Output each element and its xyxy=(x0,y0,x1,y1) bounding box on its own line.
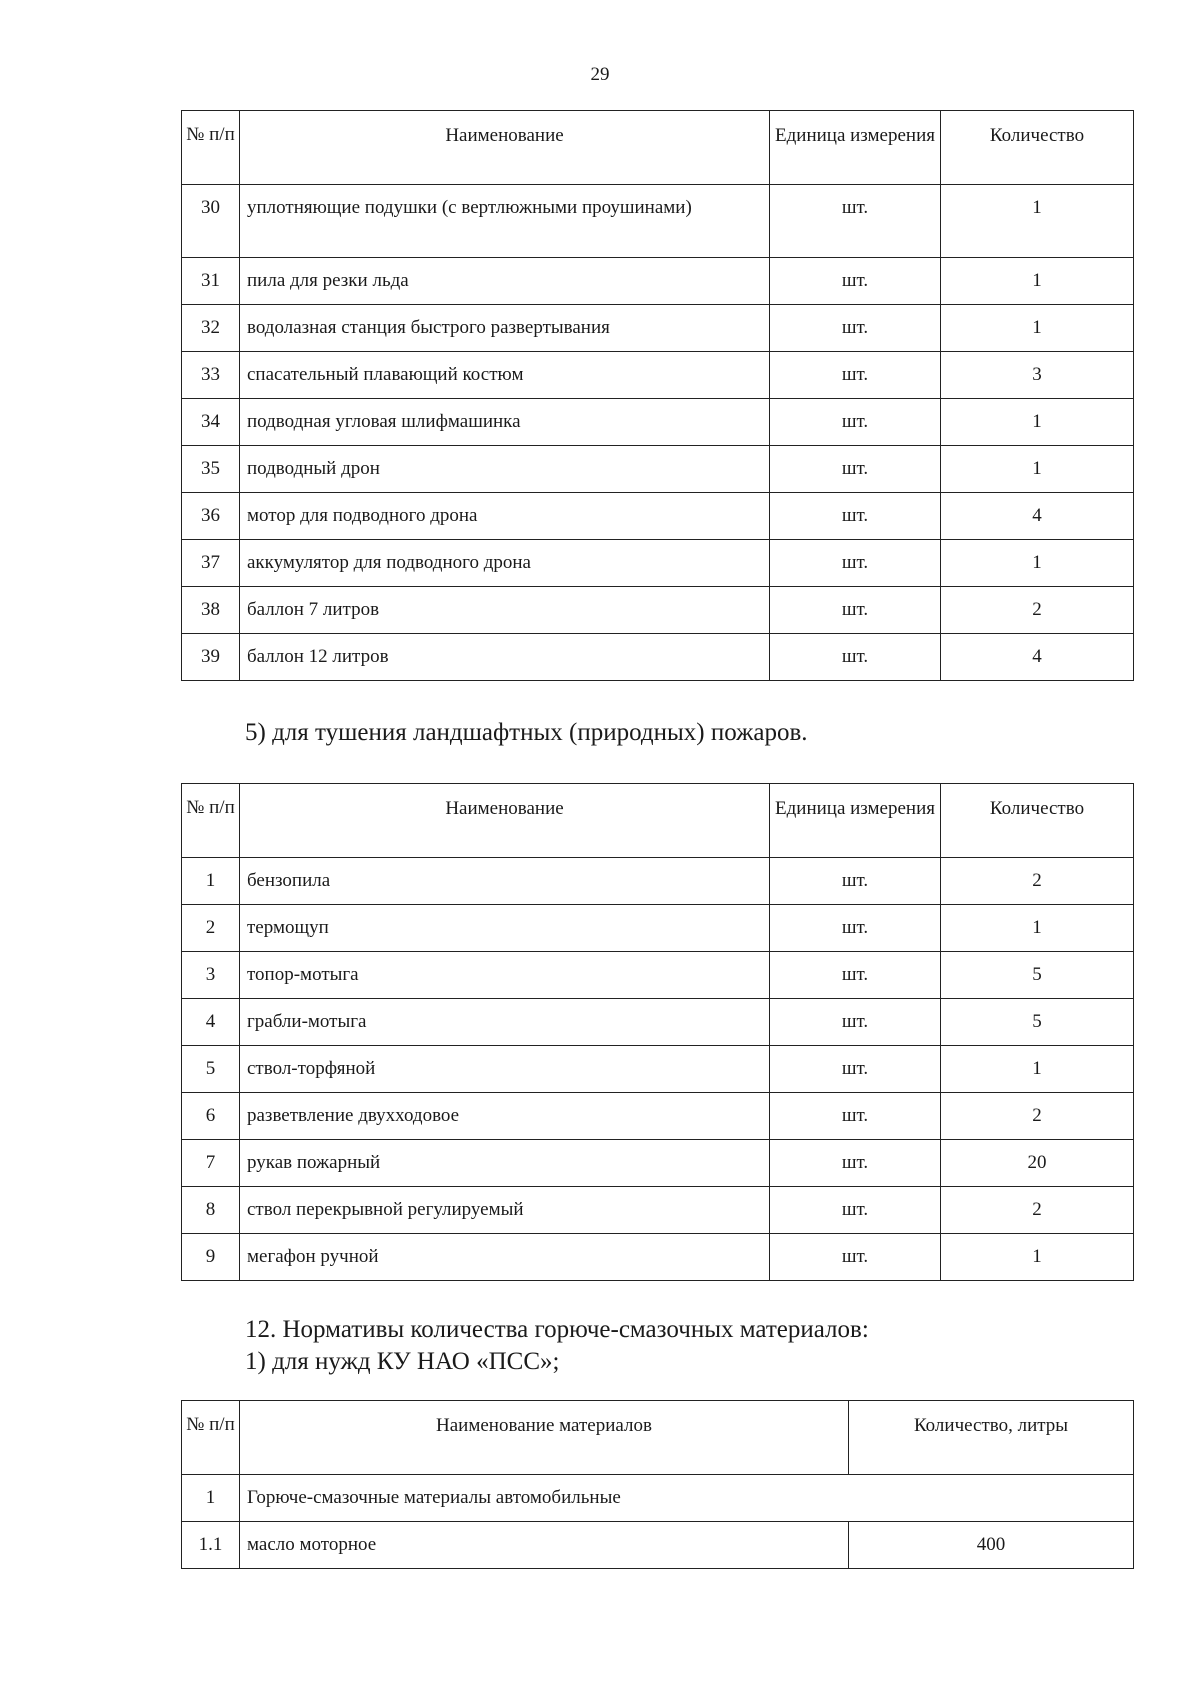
row-num: 32 xyxy=(182,305,240,352)
row-name: ствол перекрывной регулируемый xyxy=(240,1187,770,1234)
row-qty: 1 xyxy=(941,399,1134,446)
row-num: 1 xyxy=(182,858,240,905)
row-name: ствол-торфяной xyxy=(240,1046,770,1093)
row-unit: шт. xyxy=(770,540,941,587)
header-name: Наименование xyxy=(240,111,770,185)
row-qty: 4 xyxy=(941,493,1134,540)
fuel-lubricants-table xyxy=(181,1400,1134,1569)
row-qty: 1 xyxy=(941,258,1134,305)
row-qty: 1 xyxy=(941,305,1134,352)
row-name: баллон 12 литров xyxy=(240,634,770,681)
table-row xyxy=(182,185,1134,258)
row-name: разветвление двухходовое xyxy=(240,1093,770,1140)
table-row xyxy=(182,858,1134,905)
header-unit: Единица измерения xyxy=(770,784,941,858)
section-heading-landscape-fires: 5) для тушения ландшафтных (природных) пожаров. xyxy=(245,719,808,746)
row-qty: 1 xyxy=(941,446,1134,493)
table-row xyxy=(182,1046,1134,1093)
row-qty: 2 xyxy=(941,1093,1134,1140)
header-qty: Количество xyxy=(941,111,1134,185)
row-name: мегафон ручной xyxy=(240,1234,770,1281)
row-name: аккумулятор для подводного дрона xyxy=(240,540,770,587)
row-num: 5 xyxy=(182,1046,240,1093)
table-row xyxy=(182,446,1134,493)
row-unit: шт. xyxy=(770,493,941,540)
row-name: подводный дрон xyxy=(240,446,770,493)
table-row xyxy=(182,258,1134,305)
table-row xyxy=(182,587,1134,634)
row-num: 39 xyxy=(182,634,240,681)
row-unit: шт. xyxy=(770,1093,941,1140)
table-row xyxy=(182,399,1134,446)
header-material-name: Наименование материалов xyxy=(240,1401,849,1475)
header-qty-liters: Количество, литры xyxy=(849,1401,1134,1475)
row-unit: шт. xyxy=(770,399,941,446)
row-name: масло моторное xyxy=(240,1522,849,1569)
row-qty: 1 xyxy=(941,540,1134,587)
table-row xyxy=(182,634,1134,681)
row-name: пила для резки льда xyxy=(240,258,770,305)
row-name: мотор для подводного дрона xyxy=(240,493,770,540)
row-num: 31 xyxy=(182,258,240,305)
row-qty: 2 xyxy=(941,587,1134,634)
row-num: 2 xyxy=(182,905,240,952)
table-row xyxy=(182,1140,1134,1187)
row-unit: шт. xyxy=(770,258,941,305)
row-unit: шт. xyxy=(770,858,941,905)
row-qty: 1 xyxy=(941,185,1134,258)
row-num: 4 xyxy=(182,999,240,1046)
row-qty: 20 xyxy=(941,1140,1134,1187)
row-name: рукав пожарный xyxy=(240,1140,770,1187)
header-name: Наименование xyxy=(240,784,770,858)
row-qty: 1 xyxy=(941,1046,1134,1093)
row-unit: шт. xyxy=(770,905,941,952)
row-qty: 1 xyxy=(941,1234,1134,1281)
header-num: № п/п xyxy=(182,111,240,185)
table-row xyxy=(182,493,1134,540)
row-num: 1.1 xyxy=(182,1522,240,1569)
row-name: водолазная станция быстрого развертывания xyxy=(240,305,770,352)
row-name: уплотняющие подушки (с вертлюжными проушинами) xyxy=(240,185,770,258)
page-number: 29 xyxy=(590,64,610,85)
row-unit: шт. xyxy=(770,185,941,258)
row-unit: шт. xyxy=(770,305,941,352)
table-row xyxy=(182,1234,1134,1281)
header-qty: Количество xyxy=(941,784,1134,858)
row-num: 33 xyxy=(182,352,240,399)
header-num: № п/п xyxy=(182,784,240,858)
row-unit: шт. xyxy=(770,1046,941,1093)
table-row xyxy=(182,952,1134,999)
row-name: спасательный плавающий костюм xyxy=(240,352,770,399)
row-num: 37 xyxy=(182,540,240,587)
row-qty: 5 xyxy=(941,952,1134,999)
row-unit: шт. xyxy=(770,999,941,1046)
row-name: бензопила xyxy=(240,858,770,905)
table-row xyxy=(182,352,1134,399)
row-unit: шт. xyxy=(770,587,941,634)
row-name: баллон 7 литров xyxy=(240,587,770,634)
row-unit: шт. xyxy=(770,1140,941,1187)
header-num: № п/п xyxy=(182,1401,240,1475)
row-num: 34 xyxy=(182,399,240,446)
row-unit: шт. xyxy=(770,352,941,399)
row-num: 1 xyxy=(182,1475,240,1522)
row-num: 3 xyxy=(182,952,240,999)
row-num: 30 xyxy=(182,185,240,258)
table-row xyxy=(182,1093,1134,1140)
table-header-row xyxy=(182,111,1134,185)
equipment-table-landscape-fires xyxy=(181,783,1134,1281)
row-qty: 3 xyxy=(941,352,1134,399)
row-num: 38 xyxy=(182,587,240,634)
row-name: грабли-мотыга xyxy=(240,999,770,1046)
table-row xyxy=(182,1187,1134,1234)
table-group-row xyxy=(182,1475,1134,1522)
row-num: 35 xyxy=(182,446,240,493)
row-name: подводная угловая шлифмашинка xyxy=(240,399,770,446)
table-row xyxy=(182,999,1134,1046)
row-name: топор-мотыга xyxy=(240,952,770,999)
row-num: 7 xyxy=(182,1140,240,1187)
row-num: 6 xyxy=(182,1093,240,1140)
section-subheading-pss-needs: 1) для нужд КУ НАО «ПСС»; xyxy=(245,1348,560,1375)
row-unit: шт. xyxy=(770,446,941,493)
row-group-name: Горюче-смазочные материалы автомобильные xyxy=(240,1475,1134,1522)
row-qty: 2 xyxy=(941,858,1134,905)
table-header-row xyxy=(182,784,1134,858)
row-qty: 400 xyxy=(849,1522,1134,1569)
table-header-row xyxy=(182,1401,1134,1475)
row-qty: 1 xyxy=(941,905,1134,952)
section-heading-fuel-norms: 12. Нормативы количества горюче-смазочных материалов: xyxy=(245,1316,869,1343)
row-qty: 2 xyxy=(941,1187,1134,1234)
row-name: термощуп xyxy=(240,905,770,952)
row-qty: 5 xyxy=(941,999,1134,1046)
equipment-table-diving xyxy=(181,110,1134,681)
row-unit: шт. xyxy=(770,1234,941,1281)
row-num: 9 xyxy=(182,1234,240,1281)
table-row xyxy=(182,540,1134,587)
table-row xyxy=(182,1522,1134,1569)
row-num: 36 xyxy=(182,493,240,540)
header-unit: Единица измерения xyxy=(770,111,941,185)
row-num: 8 xyxy=(182,1187,240,1234)
table-row xyxy=(182,905,1134,952)
row-unit: шт. xyxy=(770,952,941,999)
table-row xyxy=(182,305,1134,352)
row-qty: 4 xyxy=(941,634,1134,681)
row-unit: шт. xyxy=(770,634,941,681)
row-unit: шт. xyxy=(770,1187,941,1234)
